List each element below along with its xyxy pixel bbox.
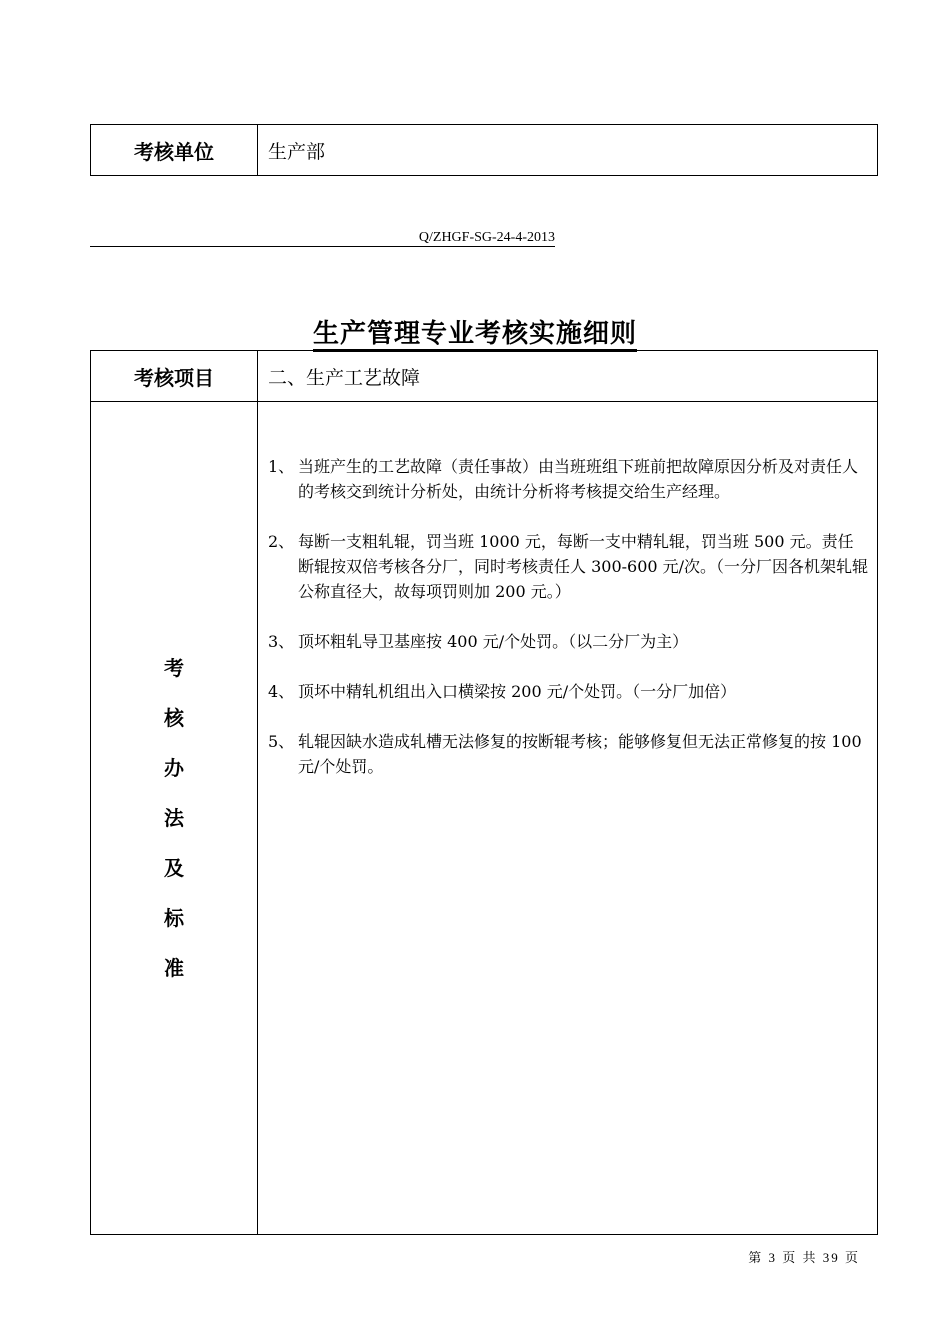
rule-text: 顶坏粗轧导卫基座按 400 元/个处罚。（以二分厂为主） bbox=[298, 632, 689, 651]
rules-cell bbox=[258, 402, 878, 1235]
item-label: 考核项目 bbox=[91, 351, 258, 402]
method-label-char: 考 bbox=[164, 656, 184, 680]
rule-text: 顶坏中精轧机组出入口横梁按 200 元/个处罚。（一分厂加倍） bbox=[298, 682, 737, 701]
method-label-char: 办 bbox=[164, 756, 184, 780]
rule-number: 5、 bbox=[268, 732, 295, 751]
assessment-table bbox=[90, 350, 878, 1235]
rule-number: 3、 bbox=[268, 632, 295, 651]
page-footer: 第 3 页 共 39 页 bbox=[748, 1250, 860, 1265]
document-code: Q/ZHGF-SG-24-4-2013 bbox=[90, 230, 555, 247]
rule-item bbox=[268, 529, 869, 604]
rule-number: 4、 bbox=[268, 682, 295, 701]
document-title-text: 生产管理专业考核实施细则 bbox=[313, 319, 637, 352]
rule-item bbox=[268, 729, 869, 779]
rule-number: 2、 bbox=[268, 532, 295, 551]
rule-item bbox=[268, 454, 869, 504]
method-label-char: 准 bbox=[164, 956, 184, 980]
unit-table bbox=[90, 124, 878, 176]
rule-text: 每断一支粗轧辊，罚当班 1000 元，每断一支中精轧辊，罚当班 500 元。责任断辊按双倍考核各分厂，同时考核责任人 300-600 元/次。（一分厂因各机架轧辊公称直径大，故每项罚则加 200 元。） bbox=[298, 532, 869, 601]
unit-label: 考核单位 bbox=[91, 125, 258, 176]
rule-text: 轧辊因缺水造成轧槽无法修复的按断辊考核；能够修复但无法正常修复的按 100 元/个处罚。 bbox=[298, 732, 862, 776]
rule-item bbox=[268, 629, 869, 654]
unit-value: 生产部 bbox=[258, 125, 878, 176]
method-label-char: 及 bbox=[164, 856, 184, 880]
rule-text: 当班产生的工艺故障（责任事故）由当班班组下班前把故障原因分析及对责任人的考核交到统计分析处，由统计分析将考核提交给生产经理。 bbox=[298, 457, 859, 501]
method-label-char: 标 bbox=[164, 906, 184, 930]
rule-item bbox=[268, 679, 869, 704]
method-label-char: 法 bbox=[164, 806, 184, 830]
method-label bbox=[91, 402, 258, 1235]
document-title bbox=[0, 313, 950, 350]
rule-number: 1、 bbox=[268, 457, 295, 476]
item-value: 二、生产工艺故障 bbox=[258, 351, 878, 402]
method-label-char: 核 bbox=[164, 706, 184, 730]
